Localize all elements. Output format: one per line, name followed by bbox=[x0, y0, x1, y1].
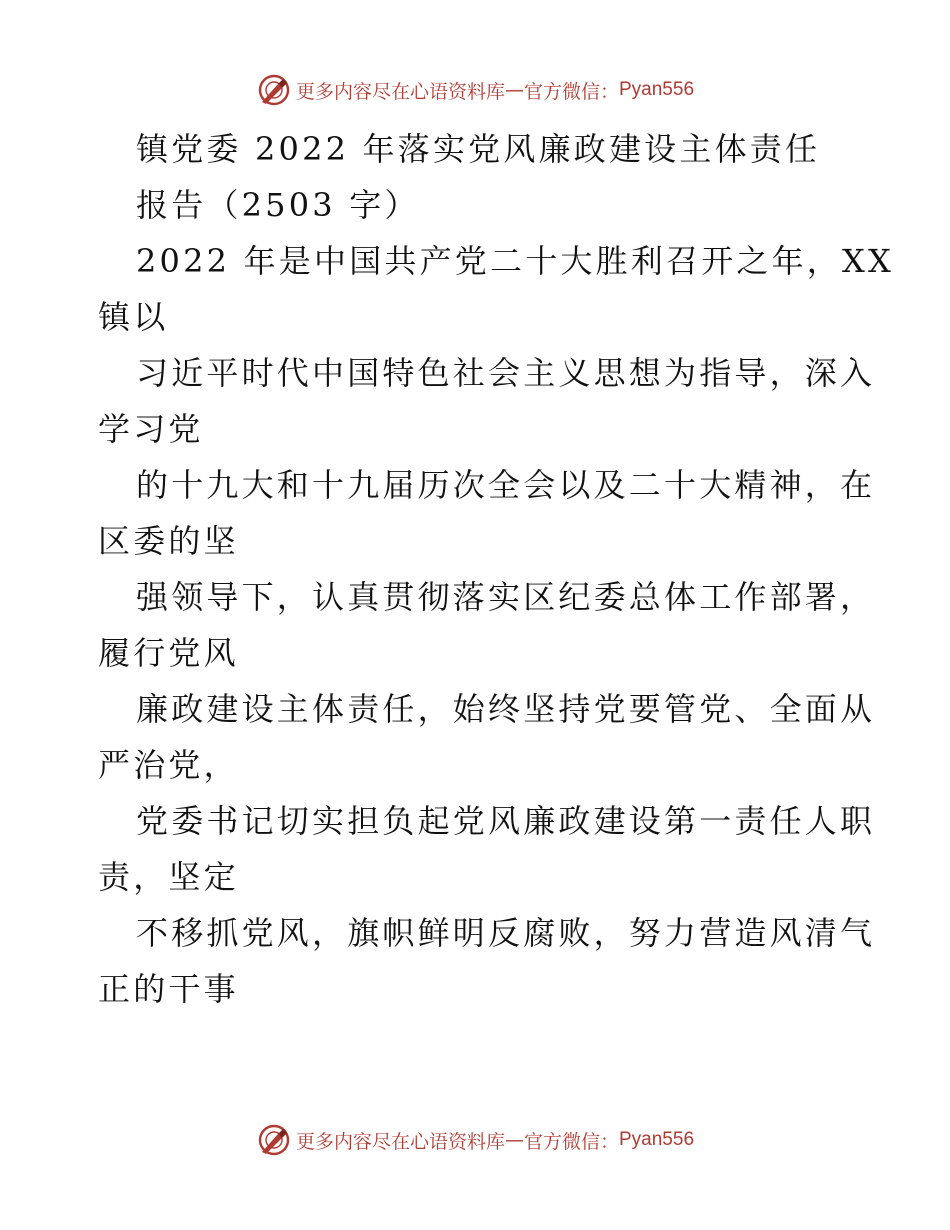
body-line: 责，坚定 bbox=[98, 858, 239, 896]
header-watermark-banner bbox=[0, 70, 950, 110]
footer-brand-text: 更多内容尽在心语资料库 bbox=[295, 1130, 505, 1153]
header-wechat-id: Pyan556 bbox=[619, 79, 695, 100]
footer-dash: — bbox=[504, 1129, 524, 1151]
title-line-2: 报告（2503 字） bbox=[136, 186, 420, 224]
document-body bbox=[98, 121, 894, 1017]
body-line: 正的干事 bbox=[98, 970, 239, 1008]
header-dash: — bbox=[504, 79, 524, 101]
body-line: 的十九大和十九届历次全会以及二十大精神，在 bbox=[136, 466, 876, 504]
body-line: 习近平时代中国特色社会主义思想为指导，深入 bbox=[136, 354, 876, 392]
header-brand-text: 更多内容尽在心语资料库 bbox=[295, 80, 505, 103]
body-line: 严治党， bbox=[98, 746, 239, 784]
body-line: 学习党 bbox=[98, 410, 204, 448]
pen-logo-icon bbox=[256, 1122, 292, 1158]
body-line: 不移抓党风，旗帜鲜明反腐败，努力营造风清气 bbox=[136, 914, 876, 952]
title-line-1: 镇党委 2022 年落实党风廉政建设主体责任 bbox=[136, 130, 821, 168]
body-line: 镇以 bbox=[98, 298, 169, 336]
body-line: 党委书记切实担负起党风廉政建设第一责任人职 bbox=[136, 802, 876, 840]
body-line: 2022 年是中国共产党二十大胜利召开之年，XX bbox=[136, 242, 894, 280]
header-wechat-label: 官方微信： bbox=[523, 80, 619, 103]
pen-logo-icon bbox=[256, 72, 292, 108]
body-line: 廉政建设主体责任，始终坚持党要管党、全面从 bbox=[136, 690, 876, 728]
body-line: 区委的坚 bbox=[98, 522, 239, 560]
body-line: 强领导下，认真贯彻落实区纪委总体工作部署， bbox=[136, 578, 876, 616]
body-line: 履行党风 bbox=[98, 634, 239, 672]
footer-wechat-id: Pyan556 bbox=[619, 1129, 695, 1150]
footer-watermark-banner bbox=[0, 1120, 950, 1160]
footer-wechat-label: 官方微信： bbox=[523, 1130, 619, 1153]
